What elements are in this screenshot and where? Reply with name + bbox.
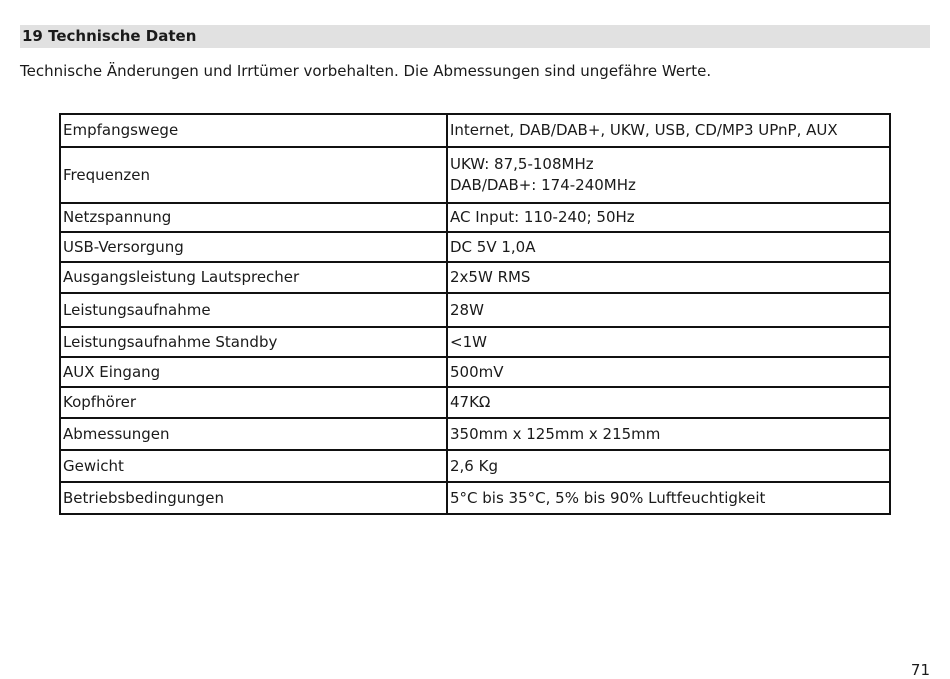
spec-label: Frequenzen [60,147,447,203]
spec-label: Empfangswege [60,114,447,147]
spec-value: 5°C bis 35°C, 5% bis 90% Luftfeuchtigkeit [447,482,890,514]
spec-value: 500mV [447,357,890,387]
table-row [60,387,890,418]
spec-label: USB-Versorgung [60,232,447,262]
table-row [60,482,890,514]
table-row [60,262,890,293]
spec-table [59,113,891,515]
spec-label: Netzspannung [60,203,447,232]
spec-value: 350mm x 125mm x 215mm [447,418,890,450]
table-row [60,450,890,482]
spec-label: Betriebsbedingungen [60,482,447,514]
spec-label: Kopfhörer [60,387,447,418]
intro-text: Technische Änderungen und Irrtümer vorbehalten. Die Abmessungen sind ungefähre Werte. [20,62,712,80]
page-number: 71 [910,661,930,679]
spec-value: UKW: 87,5-108MHz DAB/DAB+: 174-240MHz [447,147,890,203]
table-row [60,357,890,387]
section-header [20,25,930,48]
spec-value: 28W [447,293,890,327]
table-row [60,114,890,147]
spec-value: <1W [447,327,890,357]
spec-label: Gewicht [60,450,447,482]
table-row [60,147,890,203]
table-row [60,327,890,357]
spec-label: Leistungsaufnahme Standby [60,327,447,357]
spec-label: Ausgangsleistung Lautsprecher [60,262,447,293]
spec-value: 2,6 Kg [447,450,890,482]
section-title: 19 Technische Daten [22,27,197,45]
spec-value: AC Input: 110-240; 50Hz [447,203,890,232]
table-row [60,203,890,232]
spec-value: Internet, DAB/DAB+, UKW, USB, CD/MP3 UPnP, AUX [447,114,890,147]
table-row [60,232,890,262]
spec-value: 47KΩ [447,387,890,418]
spec-value: 2x5W RMS [447,262,890,293]
spec-label: AUX Eingang [60,357,447,387]
table-row [60,293,890,327]
spec-value: DC 5V 1,0A [447,232,890,262]
spec-label: Abmessungen [60,418,447,450]
table-row [60,418,890,450]
spec-label: Leistungsaufnahme [60,293,447,327]
